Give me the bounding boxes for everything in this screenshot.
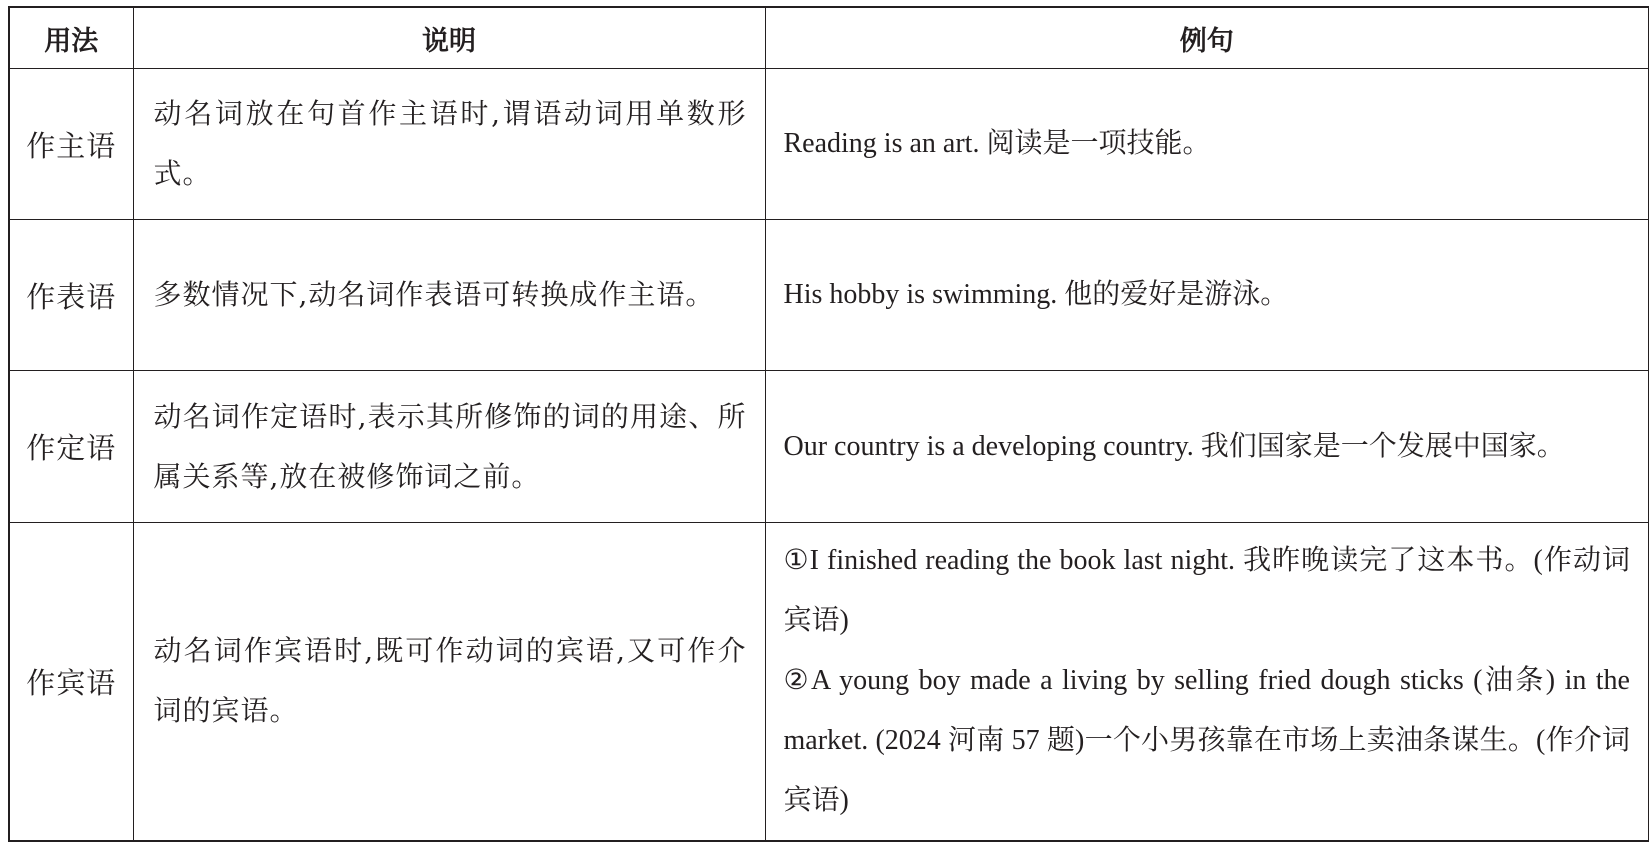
usage-cell: 作表语 — [9, 220, 133, 371]
example-cell — [765, 69, 1649, 220]
example-sentence-2: ②A young boy made a living by selling fried dough sticks (油条) in the market. (2024 河南 57 题)一个小男孩靠在市场上卖油条谋生。(作介词宾语) — [783, 665, 1630, 817]
table-row — [9, 371, 1649, 522]
header-row — [9, 7, 1649, 69]
header-usage: 用法 — [9, 7, 133, 69]
usage-cell: 作宾语 — [9, 522, 133, 841]
example-sentence-1: ①I finished reading the book last night. 我昨晚读完了这本书。(作动词宾语) — [783, 545, 1630, 637]
header-example: 例句 — [765, 7, 1649, 69]
description-cell: 动名词作宾语时,既可作动词的宾语,又可作介词的宾语。 — [133, 522, 765, 841]
example-sentence: His hobby is swimming. 他的爱好是游泳。 — [783, 279, 1289, 311]
description-cell: 多数情况下,动名词作表语可转换成作主语。 — [133, 220, 765, 371]
example-sentence: Our country is a developing country. 我们国家是一个发展中国家。 — [783, 430, 1565, 462]
description-cell: 动名词作定语时,表示其所修饰的词的用途、所属关系等,放在被修饰词之前。 — [133, 371, 765, 522]
example-sentence: Reading is an art. 阅读是一项技能。 — [783, 128, 1211, 160]
example-cell — [765, 522, 1649, 841]
table-row — [9, 220, 1649, 371]
gerund-usage-table — [8, 6, 1649, 842]
usage-cell: 作定语 — [9, 371, 133, 522]
grammar-table-container — [8, 6, 1648, 842]
header-description: 说明 — [133, 7, 765, 69]
table-row — [9, 522, 1649, 841]
table-row — [9, 69, 1649, 220]
example-cell — [765, 220, 1649, 371]
description-cell: 动名词放在句首作主语时,谓语动词用单数形式。 — [133, 69, 765, 220]
example-cell — [765, 371, 1649, 522]
usage-cell: 作主语 — [9, 69, 133, 220]
